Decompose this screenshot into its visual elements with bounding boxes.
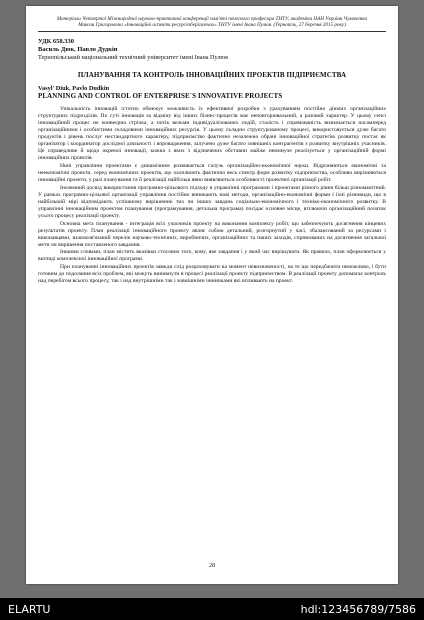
paragraph: Унікальність інновацій істотно обмежує можливість їх ефективної розробки з урахуванням постійно діючих організаційних структурних підрозділів. По суті інновація за відміну від інших бізнес-процесів має неповторювальний, а разовий характер. У цьому сенсі інноваційний процес не конвеєрна стрічка, а потік вельми індивідуалізованих подій, сталість і спрямованість визначається насамперед організаційними і особистими складовими інноваційних ресурсів. У цьому складно структурованому процесі, використовується дуже багато продуктів і рівень послуг нестандартного характеру, підприємство фактично незалежно обрані інноваційної стратегію розвитку постає як організатор і координатор дослідної діяльності і впровадження, залучено дуже багато зовнішніх контрагентів з розвитку внутрішніх учасників. Це справедливе й щодо окремої інновації, кожна з яких з відзначених обставин майже неминуче реалізується у організаційній формі інноваційних проектів. bbox=[38, 106, 386, 162]
paragraph: Основна мета планування - інтеграція всіх учасників проекту на виконання комплексу робіт, що забезпечують досягнення кінцевих результатів проекту. План реалізації інноваційного проекту являє собою детальний, розгорнутий у часі, збалансований за ресурсами і виконавцями, взаємозв'язаний перелік науково-технічних, виробничих, організаційних та інших заходів, спрямованих на досягнення загальної мети чи вирішення поставленого завдання. bbox=[38, 220, 386, 248]
handle-link[interactable]: hdl:123456789/7586 bbox=[300, 603, 416, 616]
header-rule bbox=[38, 31, 386, 32]
paragraph: Іншими словами, план містить вказівки стосовно того, кому, яке завдання і у який час вирішувати. Як правило, план оформлюється у вигляді комплексної інноваційної програми. bbox=[38, 249, 386, 263]
paragraph: Іноземний досвід використання програмно-цільового підходу в управлінні програмами і проектами різного рівня більш різноманітний. У рамках програмно-цільової організації управління постійно виникають нові методи, організаційно-економічні форми і їхні різновиди, що в найбільшій мірі відповідають успішному вирішенню тих чи інших завдань соціально-економічного і техніко-економічного розвитку. В управлінні інноваційним проектом планування (програмування, детальна програма) посідає основне місце, втілюючи організаційний початок усього процесу реалізації проекту. bbox=[38, 184, 386, 219]
title-ua: ПЛАНУВАННЯ ТА КОНТРОЛЬ ІННОВАЦІЙНИХ ПРОЕКТІВ ПІДПРИЄМСТВА bbox=[77, 71, 347, 79]
page-content bbox=[38, 16, 386, 285]
affiliation: Тернопільський національний технічний університет імені Івана Пулюя bbox=[38, 54, 228, 61]
document-page bbox=[26, 6, 398, 584]
authors-en: Vasyl' Diuk, Pavlo Dudkin bbox=[38, 85, 110, 92]
title-en: PLANNING AND CONTROL OF ENTERPRISE`S INNOVATIVE PROJECTS bbox=[38, 92, 283, 100]
viewer-footer-bar bbox=[0, 598, 424, 620]
body-text bbox=[38, 106, 386, 285]
conference-header: Матеріали Четвертої Міжнародної науково-практичної конференції пам'яті почесного професора ТНТУ, академіка НАН України Чумаченка Миколи Григоровича «Інноваційні аспекти ресурсозберігаючих» ТНТУ імені Івана Пулюя. (Тернопіль, 27 березня 2015 року) bbox=[56, 16, 368, 28]
repository-name: ELARTU bbox=[8, 603, 51, 616]
paragraph: Нині управління проектами є динамічним розвивається галузь організаційно-економічної науки. Відрізняються економічні та неекономічні проекти, серед економічних проектів, що охоплюють фактично весь спектр форм розвитку підприємства, особливо вирізняються інноваційні проекти, у разі планування та її реалізації найбільш явно виявляються особливості проектної організації робіт. bbox=[38, 162, 386, 184]
paragraph: При плануванні інноваційних проектів завжди слід розраховувати на момент невизначеності, на те що передбачити неможливо, і бути готовим до подолання всіх проблем, які можуть виникнути в процесі реалізації проекту підприємством. В реалізації проекту допомагає контроль над перебігом всього процесу, так і над внутрішніми так і зовнішніми чинниками які впливають на проект. bbox=[38, 264, 386, 285]
page-number: 28 bbox=[209, 563, 215, 569]
authors-ua: Василь Дюк, Павло Дудкін bbox=[38, 46, 118, 53]
udk-code: УДК 658.330 bbox=[38, 38, 75, 45]
